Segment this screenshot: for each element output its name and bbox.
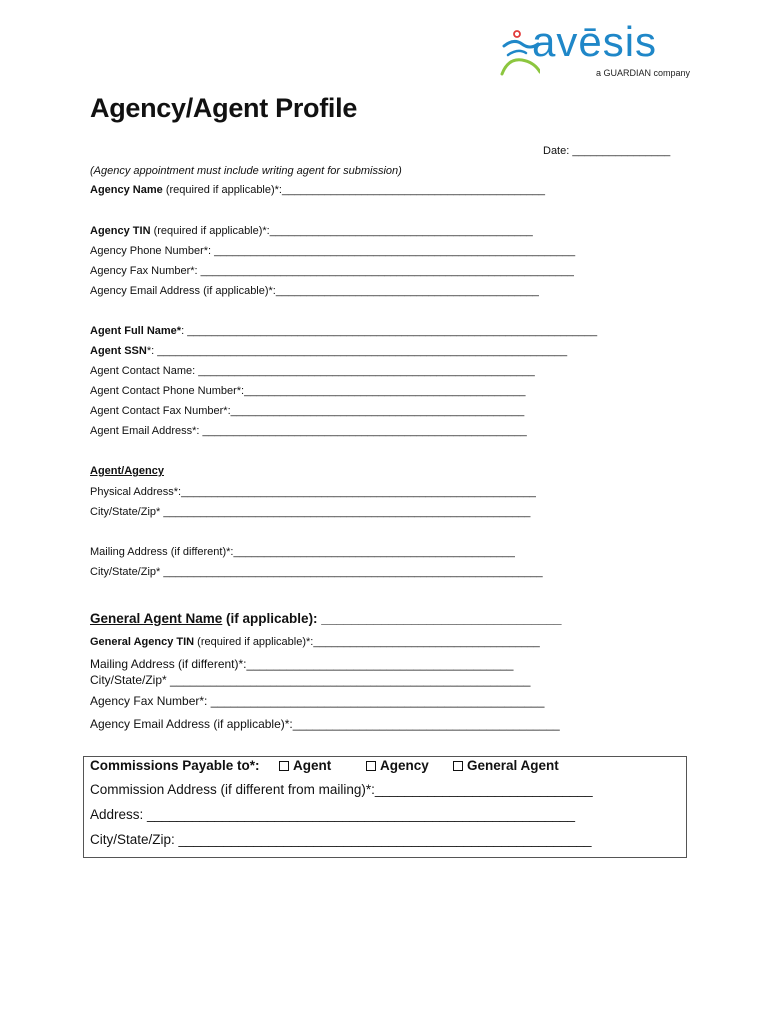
agency-email-field[interactable]: Agency Email Address (if applicable)*:___________________________________________ xyxy=(90,285,539,297)
agent-contact-phone-field[interactable]: Agent Contact Phone Number*:______________________________________________ xyxy=(90,385,526,397)
agency-tin-line: (required if applicable)*:___________________________________________ xyxy=(150,225,533,237)
logo-wordmark: avēsis xyxy=(532,18,658,65)
general-agent-checkbox[interactable] xyxy=(453,761,463,771)
general-agent-name-field[interactable] xyxy=(90,611,562,626)
agency-tin-label: Agency TIN xyxy=(90,225,151,237)
option-agency-label: Agency xyxy=(380,758,429,773)
agent-ssn-line: *: ___________________________________________________________________ xyxy=(146,345,568,357)
agent-full-name-field[interactable] xyxy=(90,325,597,337)
agency-fax-field[interactable]: Agency Fax Number*: _____________________________________________________________ xyxy=(90,265,574,277)
address-heading: Agent/Agency xyxy=(90,465,164,477)
commission-city-state-zip-field[interactable]: City/State/Zip: _______________________________________________________ xyxy=(90,832,592,847)
agent-ssn-label: Agent SSN xyxy=(90,345,147,357)
agency-name-field[interactable] xyxy=(90,184,545,196)
mailing-city-state-zip-field[interactable]: City/State/Zip* ______________________________________________________________ xyxy=(90,566,543,578)
option-general-agent[interactable] xyxy=(453,758,559,773)
logo-tagline: a GUARDIAN company xyxy=(596,68,691,78)
option-agent-label: Agent xyxy=(293,758,332,773)
agent-full-name-line: : ___________________________________________________________________ xyxy=(181,325,598,337)
agency-name-label: Agency Name xyxy=(90,184,163,196)
avesis-logo xyxy=(500,18,691,80)
general-agency-email-field[interactable]: Agency Email Address (if applicable)*:________________________________________ xyxy=(90,717,560,731)
general-agency-tin-field[interactable] xyxy=(90,636,540,648)
commissions-payable-label: Commissions Payable to*: xyxy=(90,758,260,773)
submission-note: (Agency appointment must include writing agent for submission) xyxy=(90,165,402,177)
agent-full-name-label: Agent Full Name* xyxy=(90,325,182,337)
option-general-agent-label: General Agent xyxy=(467,758,559,773)
general-agent-name-line: (if applicable): ________________________________ xyxy=(222,611,562,626)
agent-ssn-field[interactable] xyxy=(90,345,567,357)
agent-checkbox[interactable] xyxy=(279,761,289,771)
mailing-address-field[interactable]: Mailing Address (if different)*:______________________________________________ xyxy=(90,546,515,558)
physical-city-state-zip-field[interactable]: City/State/Zip* ____________________________________________________________ xyxy=(90,506,531,518)
general-agency-tin-label: General Agency TIN xyxy=(90,636,195,648)
general-agency-fax-field[interactable]: Agency Fax Number*: __________________________________________________ xyxy=(90,694,545,708)
agent-email-field[interactable]: Agent Email Address*: _____________________________________________________ xyxy=(90,425,527,437)
commission-address-field[interactable]: Address: _________________________________________________________ xyxy=(90,807,575,822)
agent-contact-fax-field[interactable]: Agent Contact Fax Number*:________________________________________________ xyxy=(90,405,525,417)
agency-name-line: (required if applicable)*:___________________________________________ xyxy=(162,184,546,196)
option-agency[interactable] xyxy=(366,758,429,773)
general-agency-tin-line: (required if applicable)*:_____________________________________ xyxy=(194,636,540,648)
agency-phone-field[interactable]: Agency Phone Number*: ___________________________________________________________ xyxy=(90,245,576,257)
general-mailing-address-field[interactable]: Mailing Address (if different)*:________________________________________ xyxy=(90,657,514,671)
agency-checkbox[interactable] xyxy=(366,761,376,771)
agent-contact-name-field[interactable]: Agent Contact Name: _______________________________________________________ xyxy=(90,365,535,377)
physical-address-field[interactable]: Physical Address*:__________________________________________________________ xyxy=(90,486,536,498)
commission-address-diff-field[interactable]: Commission Address (if different from mailing)*:_____________________________ xyxy=(90,782,593,797)
general-agent-name-label: General Agent Name xyxy=(90,611,223,626)
general-city-state-zip-field[interactable]: City/State/Zip* ______________________________________________________ xyxy=(90,673,531,687)
page-title: Agency/Agent Profile xyxy=(90,93,358,123)
date-field[interactable]: Date: ________________ xyxy=(543,145,671,157)
agency-tin-field[interactable] xyxy=(90,225,533,237)
option-agent[interactable] xyxy=(279,758,331,773)
